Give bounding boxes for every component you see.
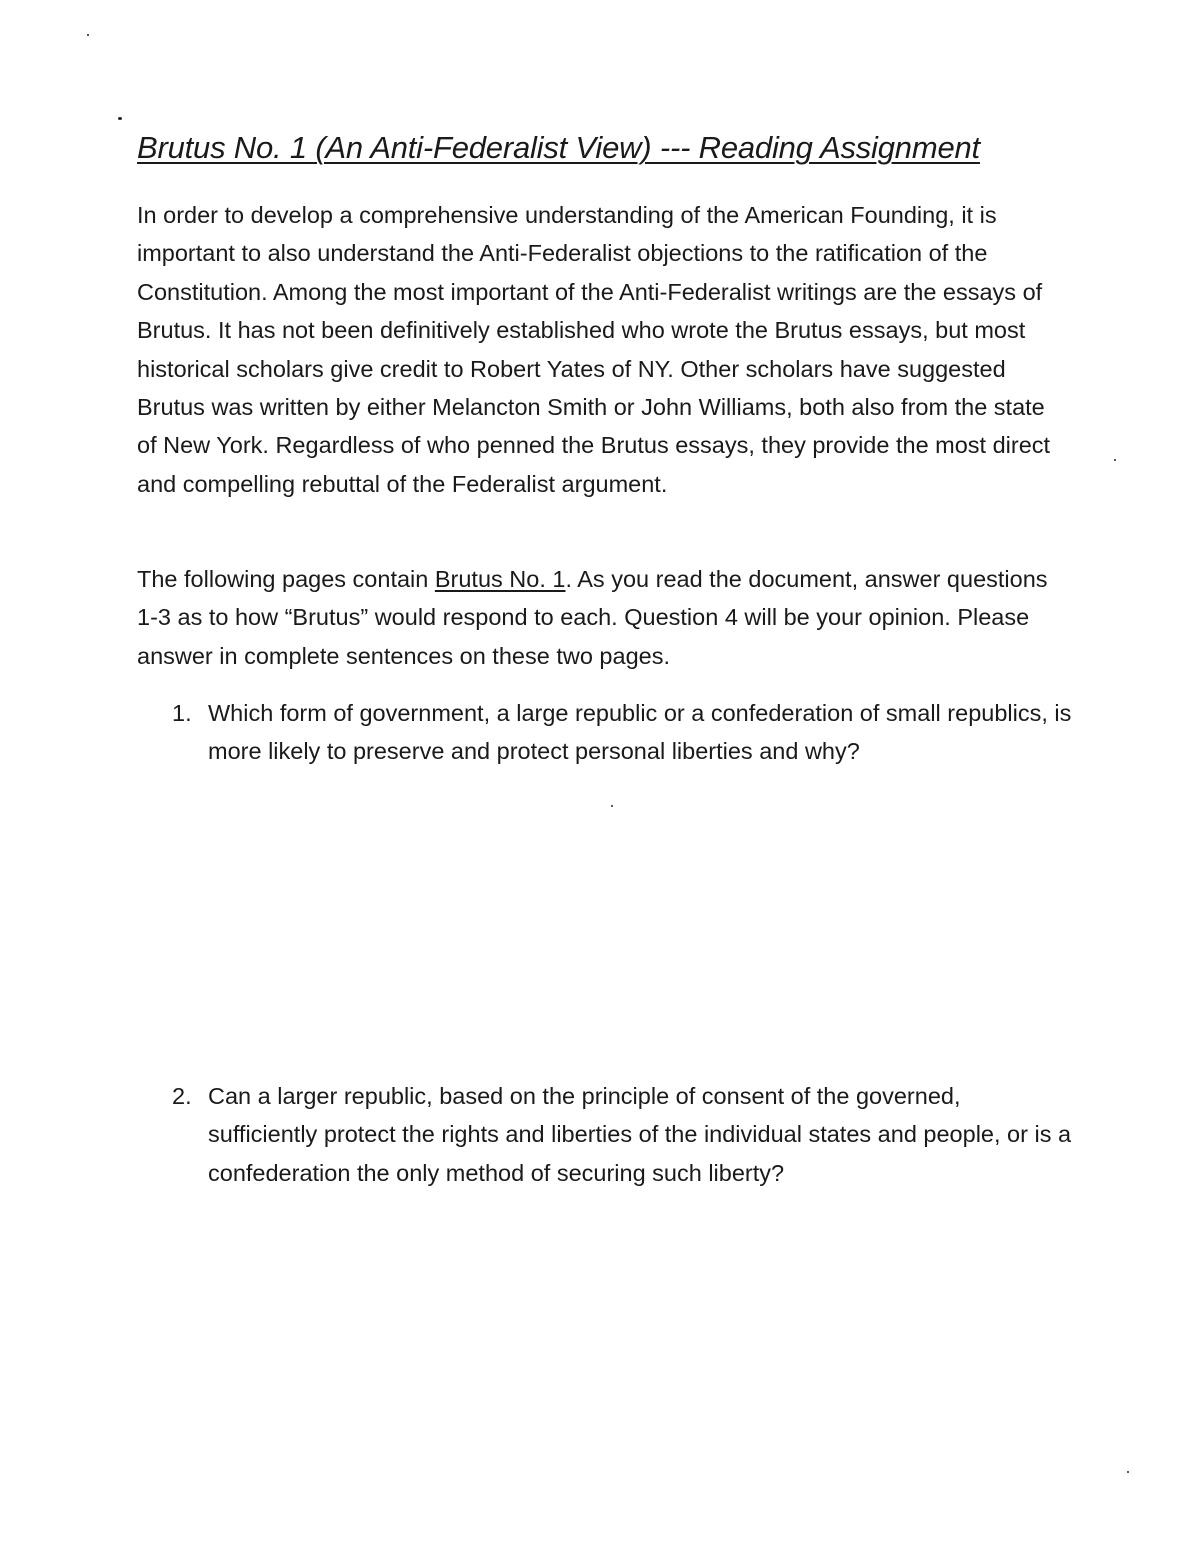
question-text: Which form of government, a large republic or a confederation of small republics, is more likely to preserve and protect personal liberties and why? — [208, 700, 1072, 765]
question-item — [172, 694, 1072, 771]
question-number: 1. — [172, 700, 192, 726]
brutus-no-1-reference: Brutus No. 1 — [434, 566, 566, 592]
intro-paragraph: In order to develop a comprehensive understanding of the American Founding, it is important to also understand the Anti-Federalist objections to the ratification of the Constitution. Among the most important of the Anti-Federalist writings are the essays of Brutus. It has not been definitively established who wrote the Brutus essays, but most historical scholars give credit to Robert Yates of NY. Other scholars have suggested Brutus was written by either Melancton Smith or John Williams, both also from the state of New York. Regardless of who penned the Brutus essays, they provide the most direct and compelling rebuttal of the Federalist argument. — [137, 202, 1051, 497]
instructions-paragraph — [137, 560, 1067, 675]
scan-speck — [87, 34, 89, 36]
question-item — [172, 1077, 1072, 1192]
scan-speck — [118, 117, 122, 120]
scan-speck — [611, 805, 613, 807]
scan-speck — [1114, 459, 1116, 461]
question-text: Can a larger republic, based on the principle of consent of the governed, sufficiently protect the rights and liberties of the individual states and people, or is a confederation the only method of securing such liberty? — [208, 1083, 1072, 1186]
instructions-lead-text: The following pages contain — [137, 566, 435, 592]
scan-speck — [1127, 1471, 1129, 1473]
document-title: Brutus No. 1 (An Anti-Federalist View) --- Reading Assignment — [137, 130, 980, 165]
instructions-rest-text: . As you read the document, answer questions 1-3 as to how “Brutus” would respond to each. Question 4 will be your opinion. Please answer in complete sentences on these two pages. — [137, 566, 1048, 669]
question-number: 2. — [172, 1083, 192, 1109]
